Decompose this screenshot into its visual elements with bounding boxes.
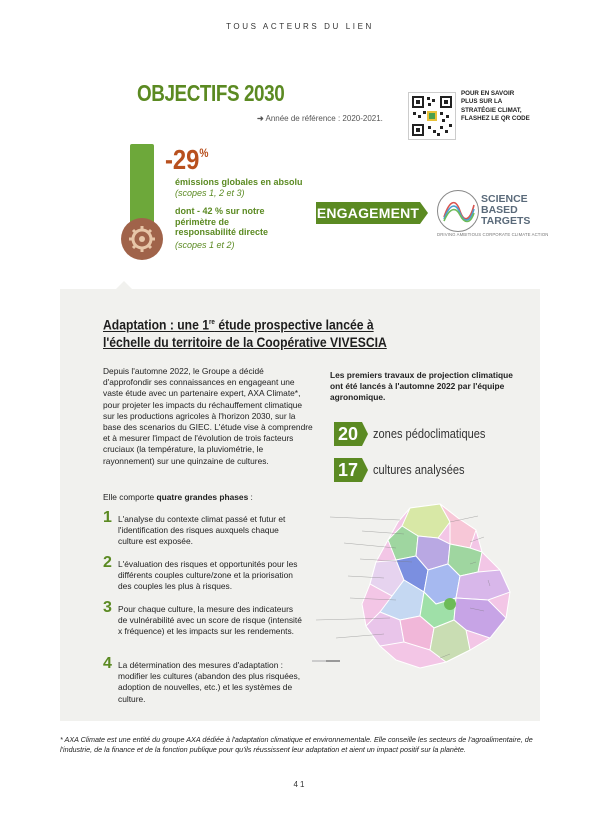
adaptation-title-part2: étude prospective lancée à l'échelle du territoire de la Coopérative VIVESCIA xyxy=(103,317,387,350)
phase-number: 2 xyxy=(103,554,112,571)
engagement-label: ENGAGEMENT xyxy=(316,202,420,224)
qr-code-icon xyxy=(409,93,455,139)
phase-text: L'analyse du contexte climat passé et futur et l'identification des risques auxquels chaque culture est exposée. xyxy=(118,514,286,547)
adaptation-title-sup: re xyxy=(208,319,215,326)
phase-number: 3 xyxy=(103,599,112,616)
qr-caption-line: STRATÉGIE CLIMAT, xyxy=(461,106,522,114)
sbt-wordmark xyxy=(481,194,530,227)
qr-code[interactable] xyxy=(408,92,456,140)
page-number: 41 xyxy=(293,780,307,789)
arrow-right-icon: ➜ xyxy=(257,114,264,123)
phase-text: L'évaluation des risques et opportunités pour les différents couples culture/zone et la priorisation des couples les plus à risques. xyxy=(118,559,298,592)
phases-intro-c: : xyxy=(248,492,253,502)
phase-text: Pour chaque culture, la mesure des indicateurs de vulnérabilité avec un score de risque (intensité x fréquence) et les impacts sur les rendements. xyxy=(118,604,302,637)
zones-map-graphic xyxy=(300,500,532,676)
projection-intro: Les premiers travaux de projection climatique ont été lancés à l'automne 2022 par l'équipe agronomique. xyxy=(330,370,513,403)
stat-label: zones pédoclimatiques xyxy=(373,426,486,441)
adaptation-title-part1: Adaptation : une 1 xyxy=(103,317,209,333)
reference-year xyxy=(257,114,383,123)
reduction-value: -29 xyxy=(165,144,200,175)
adaptation-paragraph: Depuis l'automne 2022, le Groupe a décidé d'approfondir ses connaissances en engageant une vaste étude avec un partenaire expert, AXA Climate*, pour projeter les impacts du réchauffement climatique sur les productions agricoles à l'horizon 2030, sur la base des scenarios du GIEC. L'étude vise à comprendre et à mesurer l'impact de l'évolution de trois facteurs cruciaux (la température, la pluviométrie, le rayonnement) sur une quinzaine de cultures. xyxy=(103,366,313,466)
emissions-scope-2: (scopes 1 et 2) xyxy=(175,240,235,250)
sbt-logo xyxy=(437,190,479,232)
thermometer-bulb xyxy=(121,218,163,260)
pedoclimatic-zones-map xyxy=(300,500,532,676)
reference-year-text: Année de référence : 2020-2021. xyxy=(265,114,383,123)
stat-value: 20 xyxy=(334,422,362,446)
emissions-scope-1: (scopes 1, 2 et 3) xyxy=(175,188,245,198)
gear-icon xyxy=(121,218,163,260)
phases-intro-a: Elle comporte xyxy=(103,492,157,502)
qr-caption xyxy=(461,90,531,124)
stat-label: cultures analysées xyxy=(373,462,465,477)
reduction-unit: % xyxy=(199,146,209,160)
phases-intro xyxy=(103,492,253,502)
sbt-wave-icon xyxy=(438,191,478,231)
sbt-line: BASED xyxy=(481,204,518,216)
footnote: * AXA Climate est une entité du groupe AXA dédiée à l'adaptation climatique et environnementale. Elle conseille les secteurs de l'agroalimentaire, de l'industrie, de la finance et de la fonction publique pour qu'ils réussissent leur adaptation et aient un impact positif sur la planète. xyxy=(60,735,533,754)
qr-caption-line: FLASHEZ LE QR CODE xyxy=(461,115,530,123)
sbt-line: SCIENCE xyxy=(481,193,528,205)
qr-caption-line: POUR EN SAVOIR xyxy=(461,90,515,97)
panel-notch xyxy=(116,281,132,289)
sbt-line: TARGETS xyxy=(481,215,531,227)
running-header: TOUS ACTEURS DU LIEN xyxy=(226,22,374,31)
qr-caption-line: PLUS SUR LA xyxy=(461,98,503,106)
emissions-line-2: dont - 42 % sur notre périmètre de responsabilité directe xyxy=(175,206,269,237)
phases-intro-b: quatre grandes phases xyxy=(156,492,249,502)
emissions-line-1: émissions globales en absolu xyxy=(175,177,303,187)
phase-number: 1 xyxy=(103,509,112,526)
adaptation-title xyxy=(103,314,400,351)
stat-value: 17 xyxy=(334,458,362,482)
phase-number: 4 xyxy=(103,655,112,672)
reduction-percent xyxy=(165,144,208,176)
phase-text: La détermination des mesures d'adaptation : modifier les cultures (abandon des plus risquées, adoption de nouvelles, etc.) et les systèmes de culture. xyxy=(118,660,301,704)
objectives-title: OBJECTIFS 2030 xyxy=(137,80,285,106)
sbt-tagline: DRIVING AMBITIOUS CORPORATE CLIMATE ACTION xyxy=(437,232,549,237)
